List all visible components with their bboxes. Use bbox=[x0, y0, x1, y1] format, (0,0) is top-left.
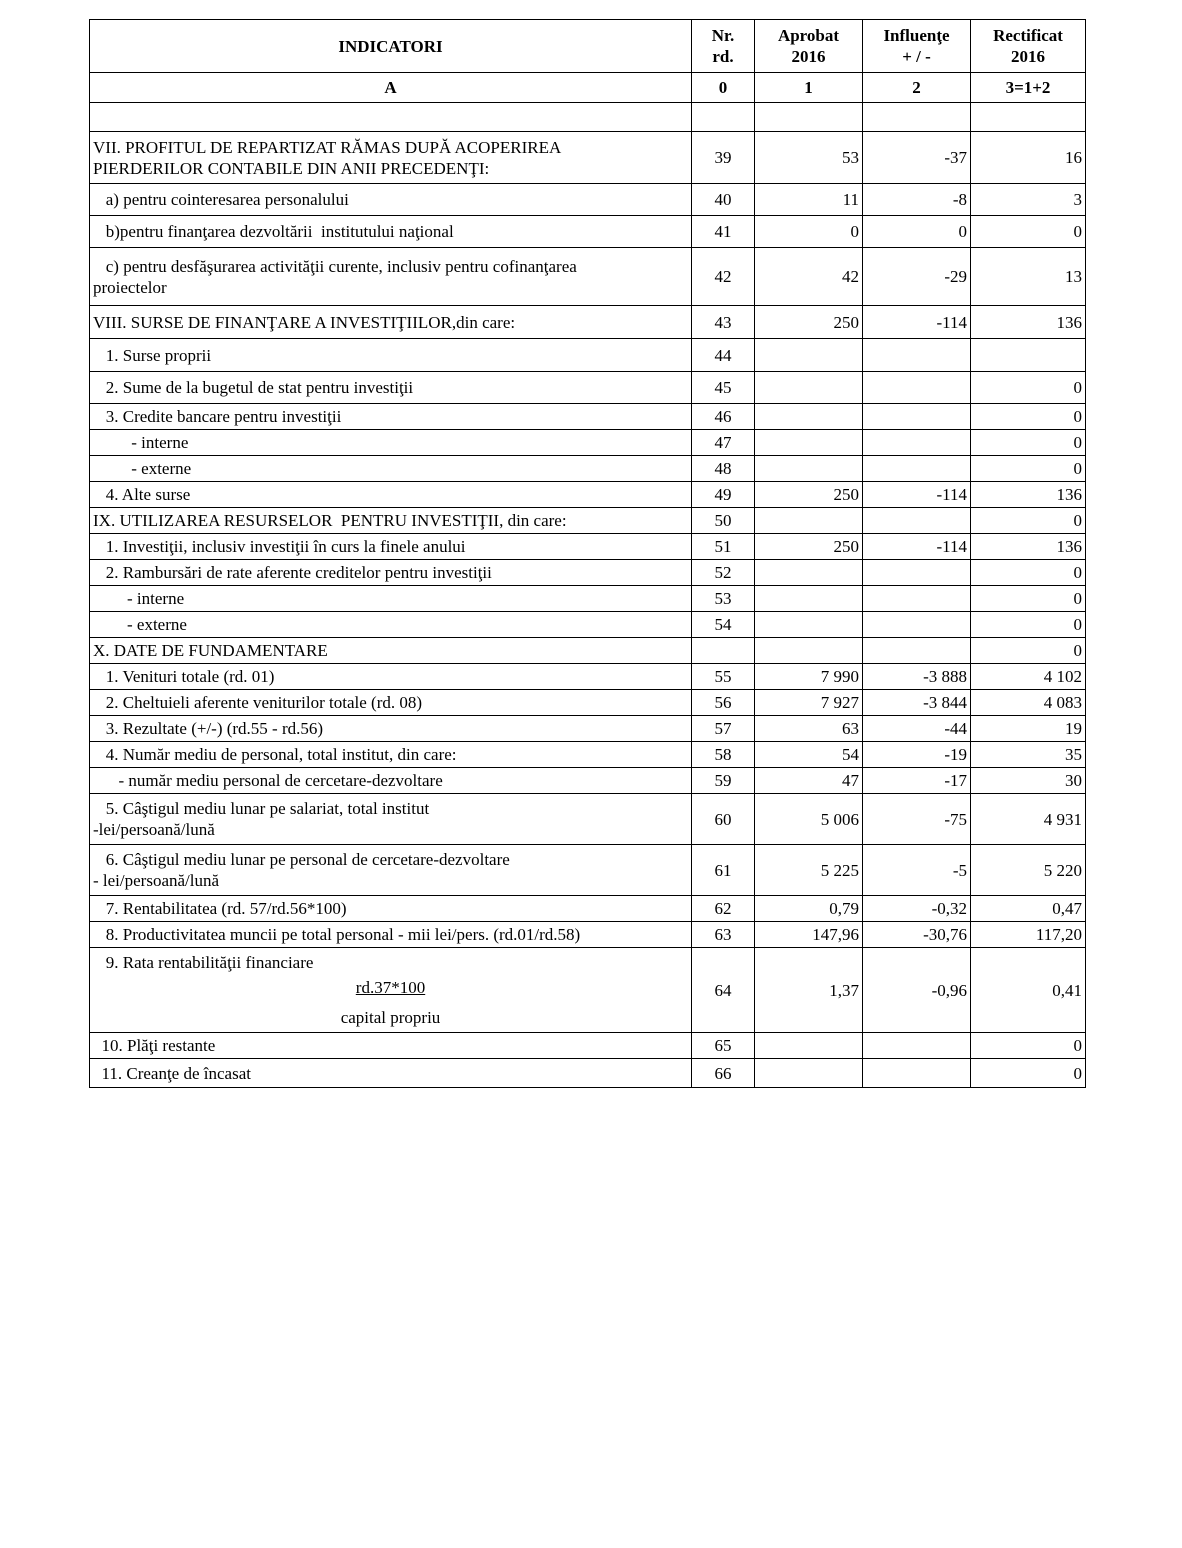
indicator-label: 4. Alte surse bbox=[90, 482, 692, 508]
row-number bbox=[692, 103, 755, 132]
indicator-label: 9. Rata rentabilităţii financiare rd.37*100 capital propriu bbox=[90, 948, 692, 1033]
influente-value: -3 888 bbox=[863, 664, 971, 690]
indicator-label: a) pentru cointeresarea personalului bbox=[90, 184, 692, 216]
table-row bbox=[90, 534, 1086, 560]
influente-value bbox=[863, 586, 971, 612]
rectificat-value: 136 bbox=[971, 482, 1086, 508]
rectificat-value: 13 bbox=[971, 248, 1086, 306]
row-number: 65 bbox=[692, 1033, 755, 1059]
indicator-label: IX. UTILIZAREA RESURSELOR PENTRU INVESTIŢII, din care: bbox=[90, 508, 692, 534]
table-row bbox=[90, 896, 1086, 922]
aprobat-value: 250 bbox=[755, 482, 863, 508]
aprobat-value bbox=[755, 1033, 863, 1059]
influente-value: -30,76 bbox=[863, 922, 971, 948]
rectificat-value: 30 bbox=[971, 768, 1086, 794]
table-row bbox=[90, 184, 1086, 216]
aprobat-value bbox=[755, 339, 863, 372]
aprobat-value bbox=[755, 1059, 863, 1088]
table-row bbox=[90, 768, 1086, 794]
indicator-label: - număr mediu personal de cercetare-dezvoltare bbox=[90, 768, 692, 794]
rectificat-value: 0 bbox=[971, 1059, 1086, 1088]
indicator-label: 2. Rambursări de rate aferente creditelor pentru investiţii bbox=[90, 560, 692, 586]
aprobat-value: 5 225 bbox=[755, 845, 863, 896]
influente-value: -0,96 bbox=[863, 948, 971, 1033]
rectificat-value bbox=[971, 103, 1086, 132]
indicator-label: 3. Credite bancare pentru investiţii bbox=[90, 404, 692, 430]
rectificat-value: 19 bbox=[971, 716, 1086, 742]
row-number: 54 bbox=[692, 612, 755, 638]
table-row bbox=[90, 922, 1086, 948]
table-row bbox=[90, 845, 1086, 896]
influente-value: -17 bbox=[863, 768, 971, 794]
influente-value bbox=[863, 372, 971, 404]
table-row bbox=[90, 664, 1086, 690]
header-rectificat: Rectificat 2016 bbox=[971, 20, 1086, 73]
row-number: 50 bbox=[692, 508, 755, 534]
row-number: 47 bbox=[692, 430, 755, 456]
row-number: 59 bbox=[692, 768, 755, 794]
aprobat-value bbox=[755, 612, 863, 638]
influente-value: -75 bbox=[863, 794, 971, 845]
influente-value: -114 bbox=[863, 306, 971, 339]
indicator-label bbox=[90, 103, 692, 132]
aprobat-value: 63 bbox=[755, 716, 863, 742]
table-row bbox=[90, 103, 1086, 132]
table-row bbox=[90, 794, 1086, 845]
indicator-label: c) pentru desfăşurarea activităţii curente, inclusiv pentru cofinanţarea proiectelor bbox=[90, 248, 692, 306]
table-row bbox=[90, 482, 1086, 508]
row-number: 43 bbox=[692, 306, 755, 339]
row-number: 53 bbox=[692, 586, 755, 612]
row-number: 42 bbox=[692, 248, 755, 306]
aprobat-value bbox=[755, 430, 863, 456]
rectificat-value: 0,41 bbox=[971, 948, 1086, 1033]
row-number: 41 bbox=[692, 216, 755, 248]
rectificat-value: 3 bbox=[971, 184, 1086, 216]
header-nr-rd: Nr. rd. bbox=[692, 20, 755, 73]
aprobat-value bbox=[755, 508, 863, 534]
rectificat-value: 0 bbox=[971, 456, 1086, 482]
row-number bbox=[692, 638, 755, 664]
table-row bbox=[90, 716, 1086, 742]
row-number: 61 bbox=[692, 845, 755, 896]
rectificat-value bbox=[971, 339, 1086, 372]
influente-value bbox=[863, 638, 971, 664]
indicator-label: 8. Productivitatea muncii pe total personal - mii lei/pers. (rd.01/rd.58) bbox=[90, 922, 692, 948]
aprobat-value bbox=[755, 103, 863, 132]
row-number: 56 bbox=[692, 690, 755, 716]
influente-value bbox=[863, 560, 971, 586]
influente-value: -37 bbox=[863, 132, 971, 184]
header-row bbox=[90, 20, 1086, 73]
row-number: 63 bbox=[692, 922, 755, 948]
aprobat-value: 0 bbox=[755, 216, 863, 248]
influente-value bbox=[863, 1059, 971, 1088]
indicator-label: 6. Câştigul mediu lunar pe personal de cercetare-dezvoltare - lei/persoană/lună bbox=[90, 845, 692, 896]
table-row bbox=[90, 456, 1086, 482]
influente-value bbox=[863, 103, 971, 132]
influente-value bbox=[863, 612, 971, 638]
row-number: 46 bbox=[692, 404, 755, 430]
table-row bbox=[90, 339, 1086, 372]
influente-value: -19 bbox=[863, 742, 971, 768]
indicator-label: - interne bbox=[90, 430, 692, 456]
indicator-label: X. DATE DE FUNDAMENTARE bbox=[90, 638, 692, 664]
influente-value: -0,32 bbox=[863, 896, 971, 922]
rectificat-value: 0 bbox=[971, 372, 1086, 404]
influente-value bbox=[863, 339, 971, 372]
code-0: 0 bbox=[692, 73, 755, 103]
header-aprobat: Aprobat 2016 bbox=[755, 20, 863, 73]
row-number: 64 bbox=[692, 948, 755, 1033]
indicator-label: 1. Investiţii, inclusiv investiţii în curs la finele anului bbox=[90, 534, 692, 560]
aprobat-value: 0,79 bbox=[755, 896, 863, 922]
aprobat-value: 1,37 bbox=[755, 948, 863, 1033]
influente-value: -5 bbox=[863, 845, 971, 896]
row-number: 66 bbox=[692, 1059, 755, 1088]
rectificat-value: 35 bbox=[971, 742, 1086, 768]
rectificat-value: 0 bbox=[971, 1033, 1086, 1059]
row-number: 57 bbox=[692, 716, 755, 742]
row-number: 48 bbox=[692, 456, 755, 482]
code-3: 3=1+2 bbox=[971, 73, 1086, 103]
rectificat-value: 0 bbox=[971, 560, 1086, 586]
indicator-label: 3. Rezultate (+/-) (rd.55 - rd.56) bbox=[90, 716, 692, 742]
indicator-label: 4. Număr mediu de personal, total institut, din care: bbox=[90, 742, 692, 768]
rectificat-value: 16 bbox=[971, 132, 1086, 184]
table-row bbox=[90, 1033, 1086, 1059]
table-row bbox=[90, 586, 1086, 612]
influente-value bbox=[863, 404, 971, 430]
influente-value bbox=[863, 508, 971, 534]
table-row bbox=[90, 404, 1086, 430]
table-row bbox=[90, 612, 1086, 638]
indicator-label: - externe bbox=[90, 612, 692, 638]
table-row bbox=[90, 560, 1086, 586]
rectificat-value: 0 bbox=[971, 508, 1086, 534]
indicator-label: VII. PROFITUL DE REPARTIZAT RĂMAS DUPĂ ACOPERIREA PIERDERILOR CONTABILE DIN ANII PRECEDENŢI: bbox=[90, 132, 692, 184]
indicator-label: b)pentru finanţarea dezvoltării institutului naţional bbox=[90, 216, 692, 248]
rectificat-value: 0 bbox=[971, 404, 1086, 430]
aprobat-value: 250 bbox=[755, 534, 863, 560]
aprobat-value bbox=[755, 456, 863, 482]
row-number: 51 bbox=[692, 534, 755, 560]
table-row bbox=[90, 216, 1086, 248]
table-row bbox=[90, 132, 1086, 184]
indicator-label: 10. Plăţi restante bbox=[90, 1033, 692, 1059]
influente-value: -114 bbox=[863, 534, 971, 560]
row-number: 45 bbox=[692, 372, 755, 404]
rectificat-value: 0 bbox=[971, 612, 1086, 638]
rectificat-value: 117,20 bbox=[971, 922, 1086, 948]
rectificat-value: 4 931 bbox=[971, 794, 1086, 845]
indicator-label: 11. Creanţe de încasat bbox=[90, 1059, 692, 1088]
code-row bbox=[90, 73, 1086, 103]
indicator-label: 2. Cheltuieli aferente veniturilor totale (rd. 08) bbox=[90, 690, 692, 716]
influente-value bbox=[863, 430, 971, 456]
table-row bbox=[90, 430, 1086, 456]
aprobat-value bbox=[755, 586, 863, 612]
row-number: 44 bbox=[692, 339, 755, 372]
aprobat-value: 250 bbox=[755, 306, 863, 339]
indicator-label: 2. Sume de la bugetul de stat pentru investiţii bbox=[90, 372, 692, 404]
table-row bbox=[90, 248, 1086, 306]
rectificat-value: 136 bbox=[971, 534, 1086, 560]
row-number: 55 bbox=[692, 664, 755, 690]
rectificat-value: 0 bbox=[971, 638, 1086, 664]
rectificat-value: 136 bbox=[971, 306, 1086, 339]
rectificat-value: 0 bbox=[971, 586, 1086, 612]
table-row bbox=[90, 1059, 1086, 1088]
aprobat-value bbox=[755, 638, 863, 664]
rectificat-value: 5 220 bbox=[971, 845, 1086, 896]
rectificat-value: 0,47 bbox=[971, 896, 1086, 922]
code-2: 2 bbox=[863, 73, 971, 103]
code-1: 1 bbox=[755, 73, 863, 103]
indicator-label: 7. Rentabilitatea (rd. 57/rd.56*100) bbox=[90, 896, 692, 922]
aprobat-value: 147,96 bbox=[755, 922, 863, 948]
ratio-denominator: capital propriu bbox=[340, 1008, 441, 1027]
indicator-label: - externe bbox=[90, 456, 692, 482]
influente-value bbox=[863, 1033, 971, 1059]
aprobat-value: 7 990 bbox=[755, 664, 863, 690]
influente-value: -114 bbox=[863, 482, 971, 508]
table-row bbox=[90, 948, 1086, 1033]
aprobat-value: 47 bbox=[755, 768, 863, 794]
indicator-label: 5. Câştigul mediu lunar pe salariat, total institut -lei/persoană/lună bbox=[90, 794, 692, 845]
row-number: 52 bbox=[692, 560, 755, 586]
rectificat-value: 0 bbox=[971, 430, 1086, 456]
ratio-numerator: rd.37*100 bbox=[355, 978, 426, 997]
rectificat-value: 0 bbox=[971, 216, 1086, 248]
table-row bbox=[90, 306, 1086, 339]
aprobat-value bbox=[755, 372, 863, 404]
table-row bbox=[90, 690, 1086, 716]
indicators-table bbox=[89, 19, 1086, 1088]
table-row bbox=[90, 372, 1086, 404]
aprobat-value: 7 927 bbox=[755, 690, 863, 716]
rectificat-value: 4 083 bbox=[971, 690, 1086, 716]
indicator-label: - interne bbox=[90, 586, 692, 612]
influente-value: -8 bbox=[863, 184, 971, 216]
table-row bbox=[90, 508, 1086, 534]
row-number: 40 bbox=[692, 184, 755, 216]
influente-value bbox=[863, 456, 971, 482]
row-number: 39 bbox=[692, 132, 755, 184]
influente-value: -29 bbox=[863, 248, 971, 306]
aprobat-value: 53 bbox=[755, 132, 863, 184]
aprobat-value: 11 bbox=[755, 184, 863, 216]
aprobat-value: 54 bbox=[755, 742, 863, 768]
table-row bbox=[90, 638, 1086, 664]
influente-value: 0 bbox=[863, 216, 971, 248]
row-number: 62 bbox=[692, 896, 755, 922]
aprobat-value: 42 bbox=[755, 248, 863, 306]
influente-value: -44 bbox=[863, 716, 971, 742]
influente-value: -3 844 bbox=[863, 690, 971, 716]
aprobat-value bbox=[755, 560, 863, 586]
indicator-label: 1. Venituri totale (rd. 01) bbox=[90, 664, 692, 690]
row-number: 49 bbox=[692, 482, 755, 508]
rectificat-value: 4 102 bbox=[971, 664, 1086, 690]
row-number: 60 bbox=[692, 794, 755, 845]
table-row bbox=[90, 742, 1086, 768]
aprobat-value bbox=[755, 404, 863, 430]
indicator-label: 1. Surse proprii bbox=[90, 339, 692, 372]
aprobat-value: 5 006 bbox=[755, 794, 863, 845]
indicator-label: VIII. SURSE DE FINANŢARE A INVESTIŢIILOR,din care: bbox=[90, 306, 692, 339]
row-number: 58 bbox=[692, 742, 755, 768]
header-influente: Influenţe + / - bbox=[863, 20, 971, 73]
code-a: A bbox=[90, 73, 692, 103]
header-indicatori: INDICATORI bbox=[90, 20, 692, 73]
